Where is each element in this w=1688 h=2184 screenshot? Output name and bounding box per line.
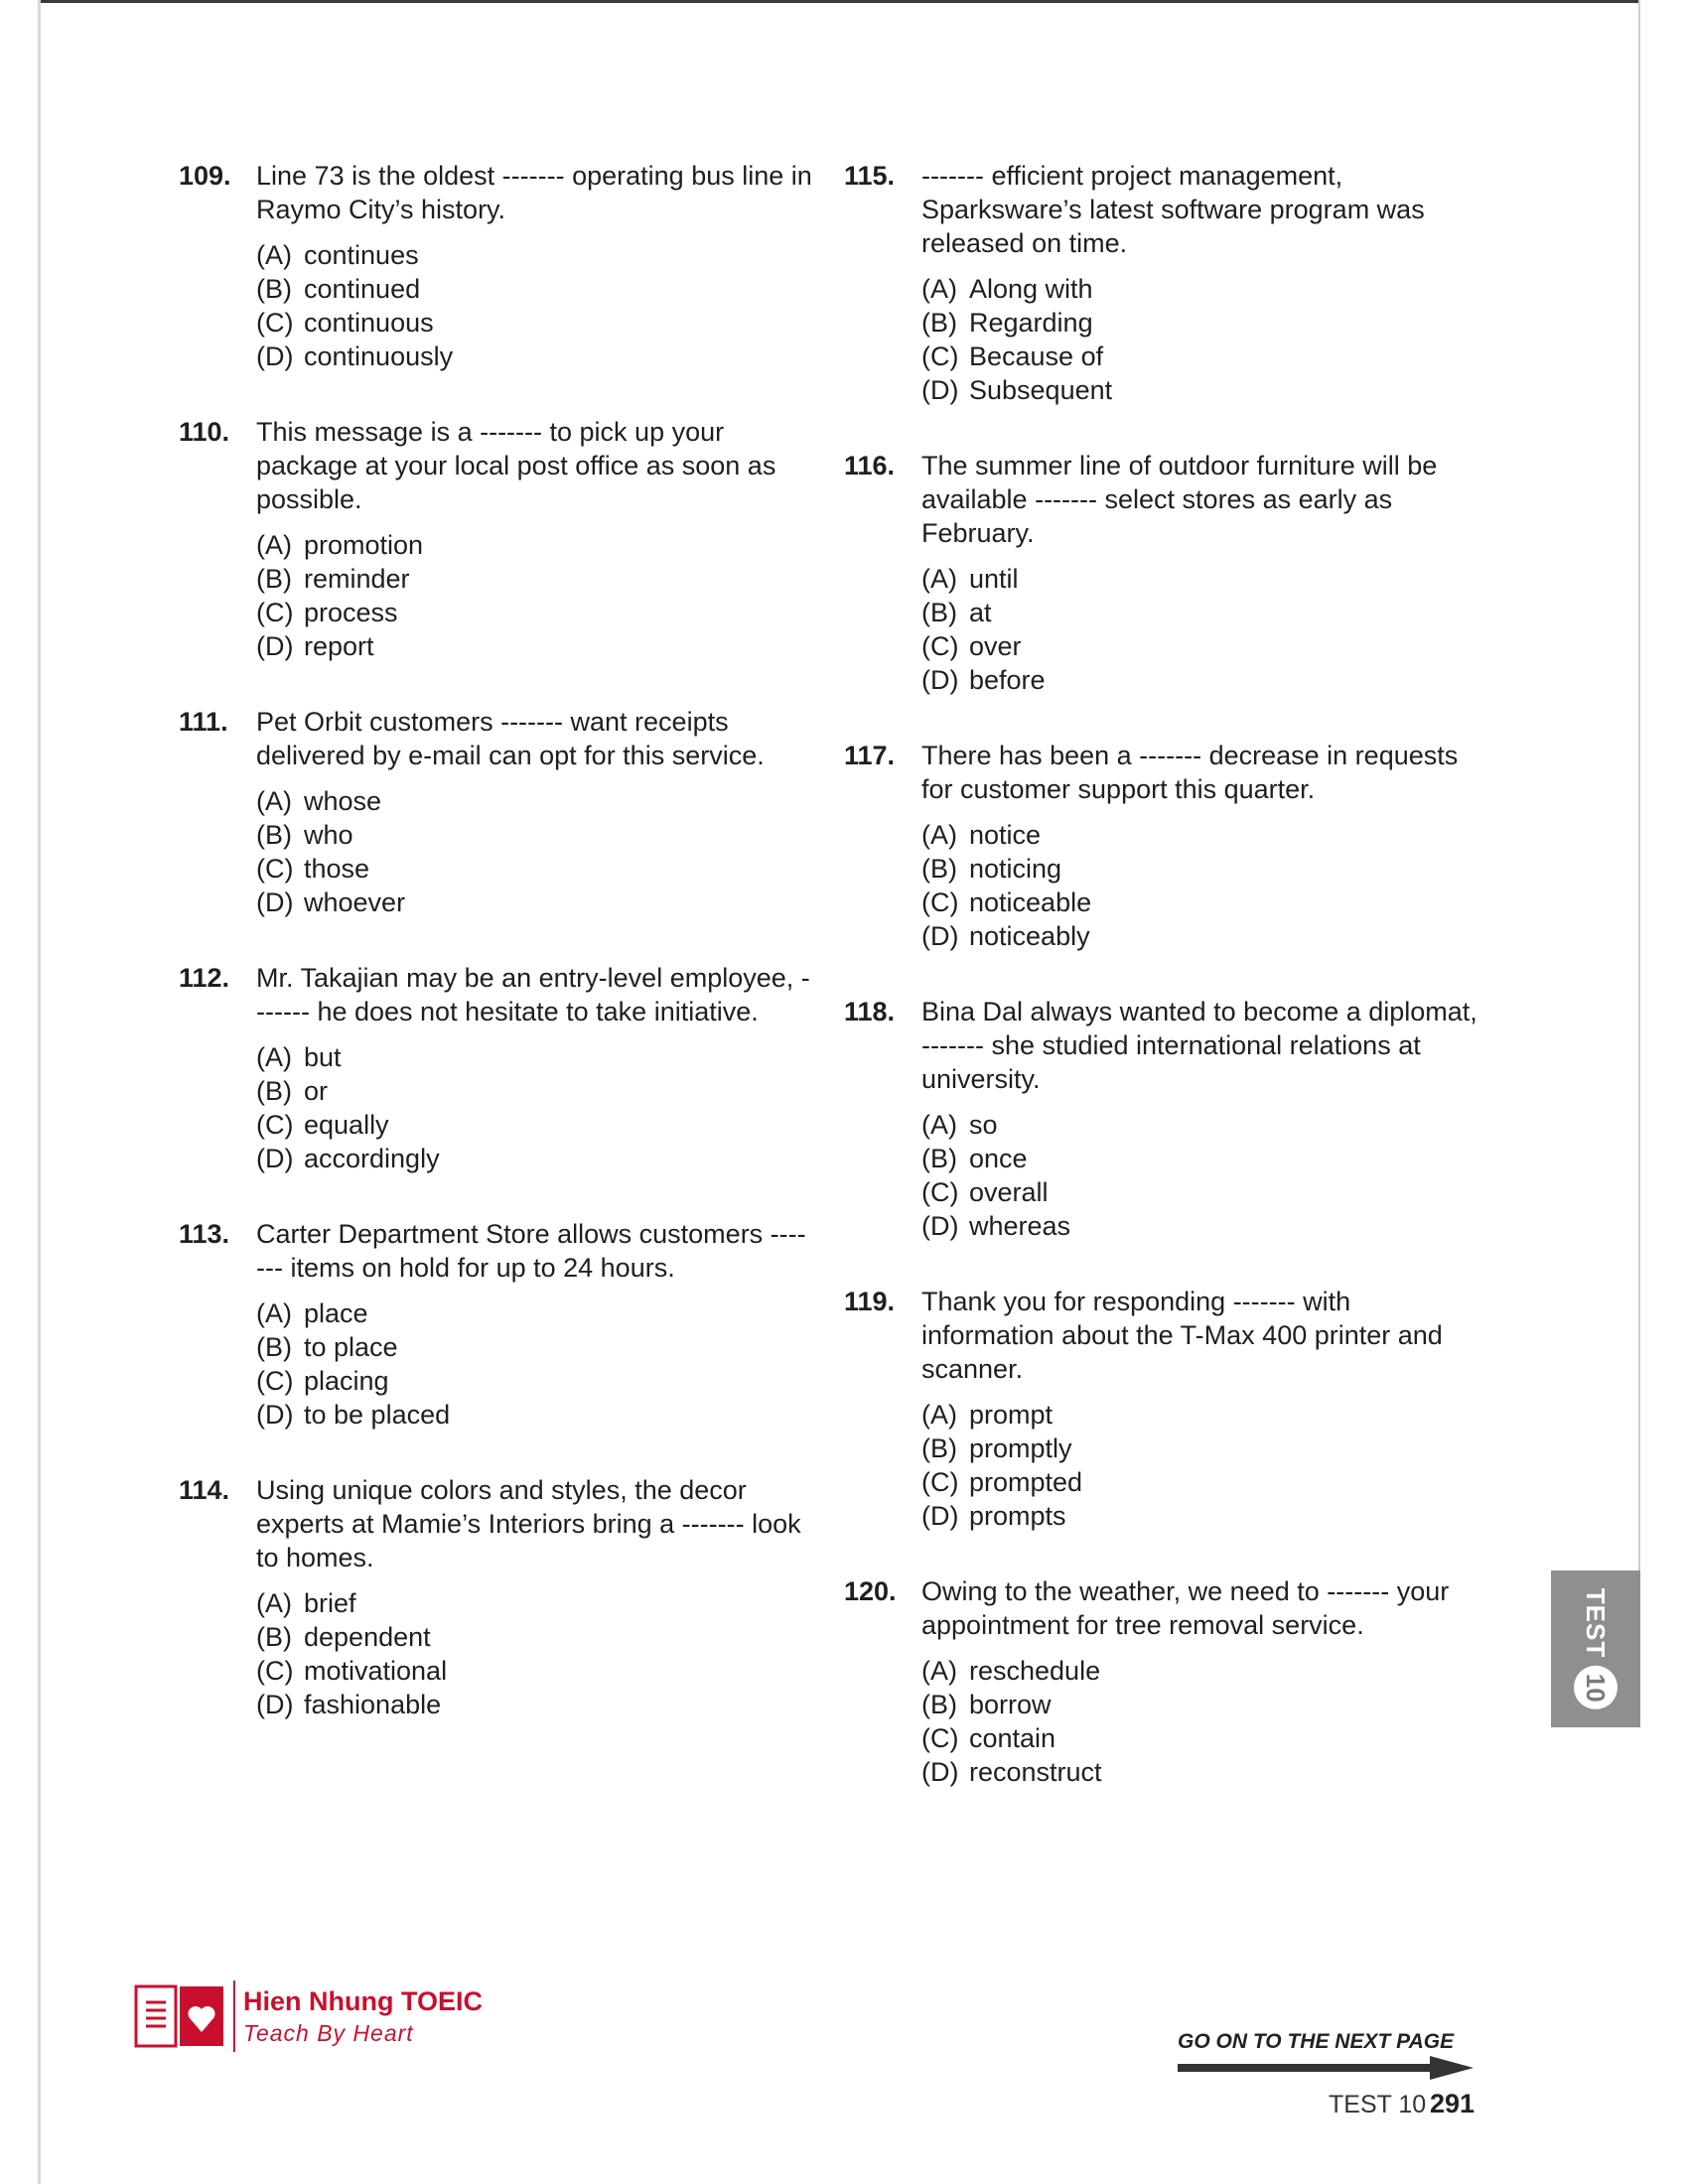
option-letter: (B) [921, 854, 957, 884]
question-item [179, 159, 814, 373]
option-text: report [304, 631, 374, 661]
option-text: brief [304, 1588, 356, 1618]
option-letter: (B) [921, 1433, 957, 1463]
answer-option [921, 373, 1479, 407]
option-letter: (D) [256, 887, 294, 917]
option-text: continues [304, 240, 419, 270]
question-text: There has been a ------- decrease in requests for customer support this quarter. [921, 741, 1459, 804]
option-letter: (C) [256, 854, 294, 884]
option-text: place [304, 1298, 368, 1328]
option-letter: (A) [256, 1042, 292, 1072]
option-letter: (B) [921, 308, 957, 338]
answer-option [256, 1398, 814, 1432]
option-letter: (D) [921, 921, 959, 951]
option-text: motivational [304, 1656, 448, 1686]
option-letter: (C) [921, 341, 959, 371]
option-text: continuous [304, 308, 434, 338]
option-text: but [304, 1042, 342, 1072]
option-letter: (B) [921, 1690, 957, 1719]
question-item [179, 961, 814, 1175]
tab-label: TEST [1581, 1587, 1612, 1659]
option-letter: (B) [256, 1332, 292, 1362]
option-text: once [969, 1144, 1028, 1173]
question-text: Owing to the weather, we need to ------- your appointment for tree removal service. [921, 1576, 1450, 1640]
option-text: Subsequent [969, 375, 1113, 405]
option-text: promptly [969, 1433, 1072, 1463]
brand-logo [134, 1980, 531, 2060]
option-letter: (D) [256, 1690, 294, 1719]
answer-option [256, 272, 814, 306]
option-letter: (A) [256, 530, 292, 560]
question-number: 112. [179, 963, 230, 993]
question-number: 118. [844, 997, 896, 1026]
question-number: 113. [179, 1219, 230, 1249]
answer-option [921, 1499, 1479, 1533]
question-item [844, 739, 1479, 953]
question-text: The summer line of outdoor furniture will be available ------- select stores as early as February. [921, 451, 1438, 548]
option-text: accordingly [304, 1144, 440, 1173]
answer-option [921, 1654, 1479, 1688]
option-text: overall [969, 1177, 1049, 1207]
option-letter: (D) [921, 1211, 959, 1241]
option-letter: (B) [921, 1144, 957, 1173]
scan-edge-left [38, 0, 41, 2184]
option-letter: (C) [921, 1177, 959, 1207]
option-letter: (C) [921, 631, 959, 661]
option-text: Along with [969, 274, 1093, 304]
option-text: Because of [969, 341, 1104, 371]
answer-option [256, 1040, 814, 1074]
option-text: over [969, 631, 1022, 661]
answer-option [921, 1432, 1479, 1465]
answer-option [256, 562, 814, 596]
scan-edge-right [1638, 0, 1640, 1638]
answer-option [256, 886, 814, 919]
answer-option [256, 306, 814, 340]
option-text: fashionable [304, 1690, 442, 1719]
answer-option [921, 818, 1479, 852]
answer-option [256, 1297, 814, 1330]
option-letter: (B) [256, 820, 292, 850]
answer-option [256, 340, 814, 373]
option-text: those [304, 854, 370, 884]
option-text: until [969, 564, 1019, 594]
question-text: Mr. Takajian may be an entry-level employee, ------- he does not hesitate to take initiative. [256, 963, 810, 1026]
option-letter: (A) [256, 1588, 292, 1618]
answer-option [256, 1108, 814, 1142]
option-letter: (B) [256, 1076, 292, 1106]
option-letter: (A) [256, 1298, 292, 1328]
option-text: whoever [304, 887, 406, 917]
answer-option [921, 1175, 1479, 1209]
option-letter: (D) [921, 375, 959, 405]
answer-option [256, 1654, 814, 1688]
question-number: 111. [179, 707, 228, 737]
option-letter: (C) [921, 1467, 959, 1497]
option-letter: (D) [921, 665, 959, 695]
option-text: before [969, 665, 1046, 695]
answer-option [256, 1586, 814, 1620]
question-number: 116. [844, 451, 896, 480]
option-letter: (C) [921, 887, 959, 917]
question-item [844, 159, 1479, 407]
question-item [179, 705, 814, 919]
go-next-page [1178, 2030, 1476, 2080]
question-item [844, 995, 1479, 1243]
option-letter: (C) [256, 1110, 294, 1140]
question-text: Using unique colors and styles, the decor experts at Mamie’s Interiors bring a ------- look to homes. [256, 1475, 801, 1572]
option-letter: (D) [921, 1757, 959, 1787]
answer-option [921, 663, 1479, 697]
option-text: placing [304, 1366, 389, 1396]
book-heart-icon [134, 1980, 228, 2052]
answer-option [921, 919, 1479, 953]
answer-option [921, 852, 1479, 886]
answer-option [921, 340, 1479, 373]
answer-option [921, 1721, 1479, 1755]
option-text: noticeable [969, 887, 1092, 917]
question-number: 117. [844, 741, 896, 770]
option-text: noticeably [969, 921, 1090, 951]
option-text: continued [304, 274, 421, 304]
answer-option [256, 528, 814, 562]
option-text: noticing [969, 854, 1062, 884]
tab-number-badge: 10 [1574, 1666, 1618, 1709]
question-text: This message is a ------- to pick up your package at your local post office as soon as possible. [256, 417, 776, 514]
answer-option [256, 1330, 814, 1364]
option-letter: (C) [256, 1366, 294, 1396]
option-letter: (D) [921, 1501, 959, 1531]
question-text: Thank you for responding ------- with information about the T-Max 400 printer and scanner. [921, 1287, 1443, 1384]
right-question-column [844, 159, 1479, 1831]
option-letter: (B) [256, 1622, 292, 1652]
option-text: borrow [969, 1690, 1052, 1719]
answer-option [256, 596, 814, 629]
answer-option [256, 629, 814, 663]
answer-option [921, 1209, 1479, 1243]
option-text: equally [304, 1110, 389, 1140]
arrow-right-icon [1178, 2056, 1476, 2080]
option-text: to place [304, 1332, 398, 1362]
option-text: contain [969, 1723, 1056, 1753]
option-letter: (A) [921, 274, 957, 304]
answer-option [256, 1620, 814, 1654]
answer-option [921, 272, 1479, 306]
footer-test-label: TEST 10 [1329, 2091, 1427, 2118]
answer-option [256, 818, 814, 852]
option-text: who [304, 820, 353, 850]
left-question-column [179, 159, 814, 1763]
option-text: process [304, 598, 398, 627]
question-item [844, 449, 1479, 697]
question-text: Line 73 is the oldest ------- operating bus line in Raymo City’s history. [256, 161, 812, 224]
question-item [179, 1473, 814, 1721]
go-next-label: GO ON TO THE NEXT PAGE [1178, 2030, 1455, 2053]
answer-option [921, 629, 1479, 663]
option-text: whereas [969, 1211, 1071, 1241]
question-item [844, 1285, 1479, 1533]
option-letter: (A) [921, 1656, 957, 1686]
answer-option [921, 886, 1479, 919]
option-text: at [969, 598, 992, 627]
answer-option [921, 1142, 1479, 1175]
answer-option [921, 1398, 1479, 1432]
option-text: notice [969, 820, 1042, 850]
option-text: whose [304, 786, 382, 816]
option-text: prompted [969, 1467, 1083, 1497]
answer-option [921, 1108, 1479, 1142]
answer-option [256, 1688, 814, 1721]
option-text: reconstruct [969, 1757, 1102, 1787]
option-letter: (A) [256, 240, 292, 270]
option-letter: (C) [256, 1656, 294, 1686]
answer-option [921, 306, 1479, 340]
question-item [844, 1574, 1479, 1789]
option-letter: (C) [921, 1723, 959, 1753]
answer-option [921, 1755, 1479, 1789]
answer-option [921, 562, 1479, 596]
question-number: 114. [179, 1475, 230, 1505]
option-text: Regarding [969, 308, 1093, 338]
scan-edge-top [40, 0, 1638, 3]
question-item [179, 415, 814, 663]
option-text: prompts [969, 1501, 1066, 1531]
question-number: 115. [844, 161, 896, 191]
question-text: Carter Department Store allows customers ------- items on hold for up to 24 hours. [256, 1219, 806, 1283]
answer-option [921, 1465, 1479, 1499]
test-side-tab [1551, 1570, 1640, 1727]
option-letter: (B) [256, 564, 292, 594]
option-text: or [304, 1076, 329, 1106]
answer-option [256, 852, 814, 886]
option-text: dependent [304, 1622, 431, 1652]
question-text: Pet Orbit customers ------- want receipts delivered by e-mail can opt for this service. [256, 707, 765, 770]
option-letter: (A) [921, 1110, 957, 1140]
question-number: 119. [844, 1287, 896, 1316]
answer-option [256, 238, 814, 272]
page-number: 291 [1430, 2089, 1476, 2118]
answer-option [921, 596, 1479, 629]
option-text: promotion [304, 530, 424, 560]
option-text: reminder [304, 564, 410, 594]
answer-option [256, 784, 814, 818]
option-text: to be placed [304, 1400, 451, 1430]
option-letter: (B) [256, 274, 292, 304]
option-letter: (A) [921, 1400, 957, 1430]
question-number: 110. [179, 417, 230, 447]
question-item [179, 1217, 814, 1432]
option-letter: (C) [256, 598, 294, 627]
question-number: 120. [844, 1576, 897, 1606]
question-number: 109. [179, 161, 231, 191]
option-letter: (A) [921, 820, 957, 850]
question-text: Bina Dal always wanted to become a diplomat, ------- she studied international relations at university. [921, 997, 1477, 1094]
option-text: prompt [969, 1400, 1054, 1430]
answer-option [256, 1142, 814, 1175]
answer-option [256, 1074, 814, 1108]
option-letter: (A) [256, 786, 292, 816]
logo-title: Hien Nhung TOEIC [243, 1986, 483, 2016]
option-letter: (D) [256, 1400, 294, 1430]
option-letter: (C) [256, 308, 294, 338]
option-letter: (D) [256, 1144, 294, 1173]
option-letter: (D) [256, 341, 294, 371]
option-text: so [969, 1110, 998, 1140]
answer-option [921, 1688, 1479, 1721]
answer-option [256, 1364, 814, 1398]
option-text: continuously [304, 341, 454, 371]
option-text: reschedule [969, 1656, 1101, 1686]
option-letter: (D) [256, 631, 294, 661]
question-text: ------- efficient project management, Sparksware’s latest software program was released on time. [921, 161, 1425, 258]
logo-divider [233, 1980, 235, 2052]
option-letter: (A) [921, 564, 957, 594]
logo-tagline: Teach By Heart [243, 2020, 414, 2046]
option-letter: (B) [921, 598, 957, 627]
